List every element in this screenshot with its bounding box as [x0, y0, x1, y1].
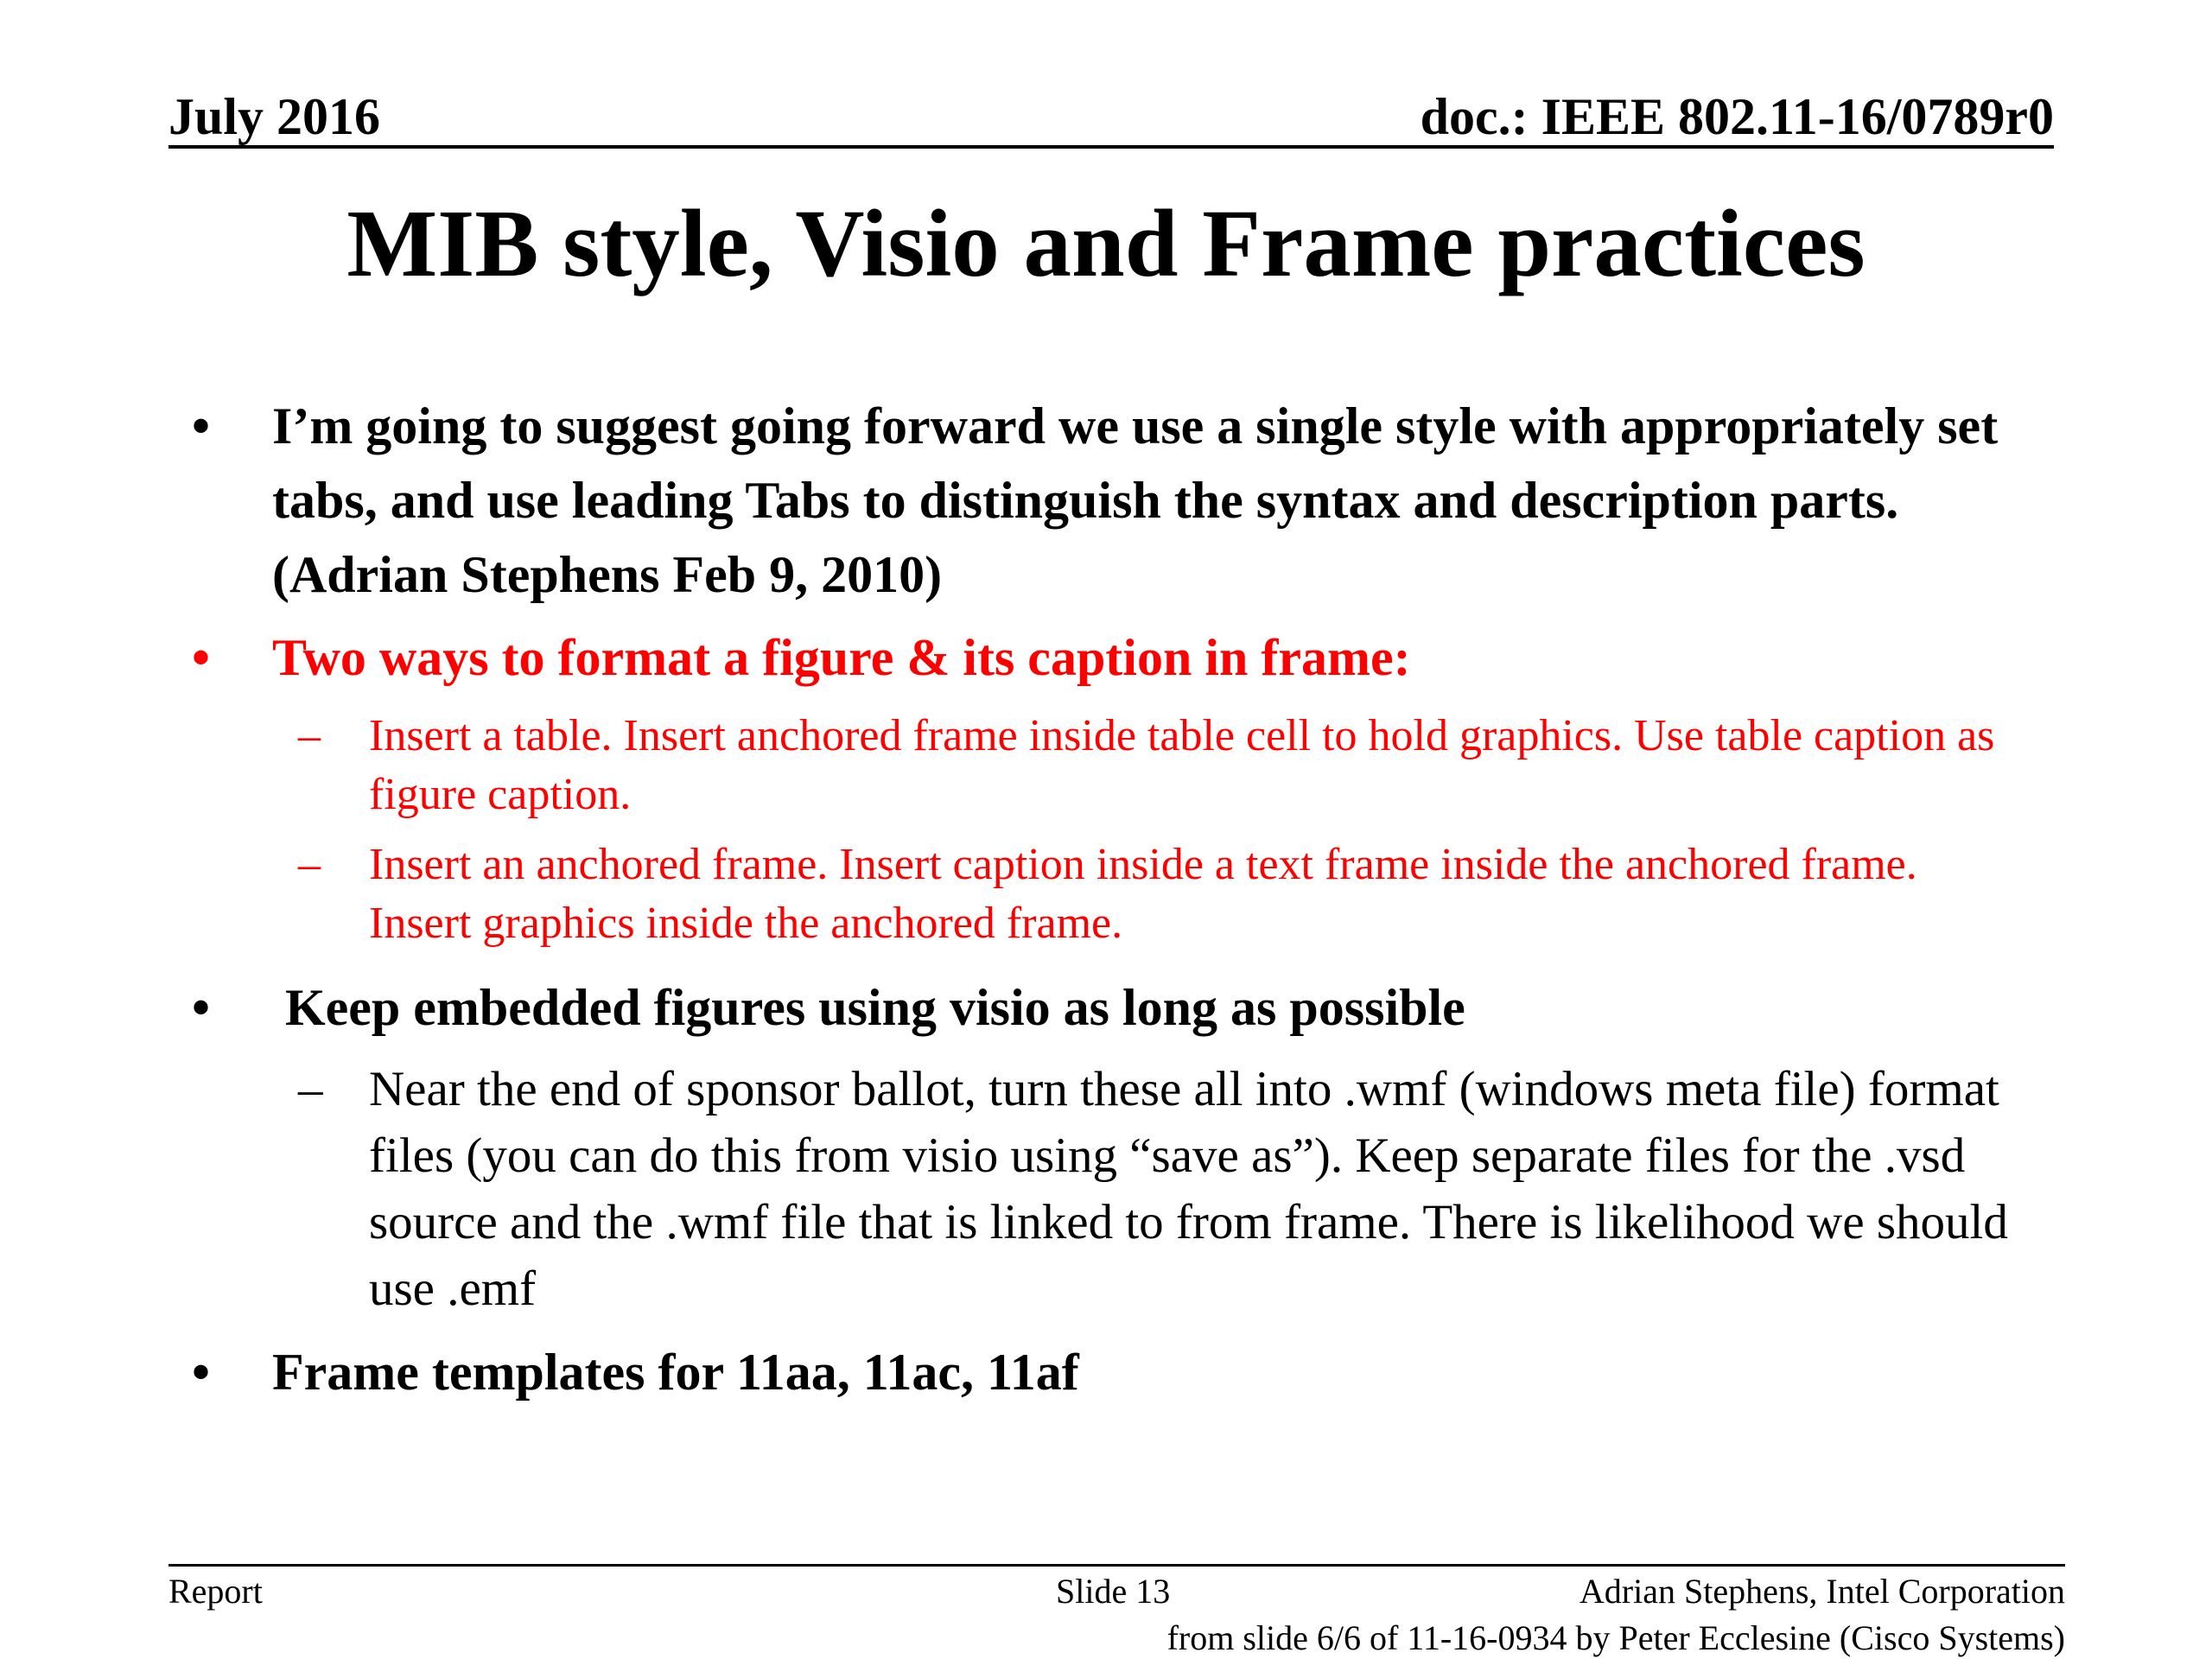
footer-source-note: from slide 6/6 of 11-16-0934 by Peter Ecclesine (Cisco Systems)	[1166, 1618, 2065, 1657]
bullet-3-sub-1-text: Near the end of sponsor ballot, turn these all into .wmf (windows meta file) format files (you can do this from visio using “save as”). Keep separate files for the .vsd source and the .wmf file that is linked to from frame. There is likelihood we should use .emf	[369, 1062, 2008, 1316]
bullet-4-text: Frame templates for 11aa, 11ac, 11af	[272, 1344, 1079, 1401]
sub-bullet-marker: –	[298, 711, 321, 760]
bullet-2-sub-2-text: Insert an anchored frame. Insert caption inside a text frame inside the anchored frame. Insert graphics inside the anchored frame.	[369, 840, 1917, 948]
sub-bullet-marker: –	[298, 840, 321, 889]
bullet-2-sub-1-text: Insert a table. Insert anchored frame inside table cell to hold graphics. Use table caption as figure caption.	[369, 711, 1995, 819]
footer-author: Adrian Stephens, Intel Corporation	[1579, 1572, 2065, 1611]
slide-title: MIB style, Visio and Frame practices	[346, 191, 1866, 297]
bullet-marker: •	[192, 629, 211, 686]
bullet-3-text: Keep embedded figures using visio as long as possible	[272, 979, 1465, 1036]
sub-bullet-marker: –	[298, 1062, 323, 1116]
header-doc-id: doc.: IEEE 802.11-16/0789r0	[1420, 88, 2054, 145]
bullet-2-text: Two ways to format a figure & its caption in frame:	[272, 629, 1411, 686]
footer-divider	[168, 1564, 2065, 1567]
bullet-1-text: I’m going to suggest going forward we use a single style with appropriately set tabs, and use leading Tabs to distinguish the syntax and description parts. (Adrian Stephens Feb 9, 2010)	[272, 397, 1999, 603]
slide-number: Slide 13	[1056, 1572, 1171, 1611]
bullet-marker: •	[192, 979, 211, 1036]
bullet-marker: •	[192, 397, 211, 454]
bullet-marker: •	[192, 1344, 211, 1401]
header-date: July 2016	[168, 88, 381, 145]
footer-left: Report	[168, 1572, 263, 1611]
